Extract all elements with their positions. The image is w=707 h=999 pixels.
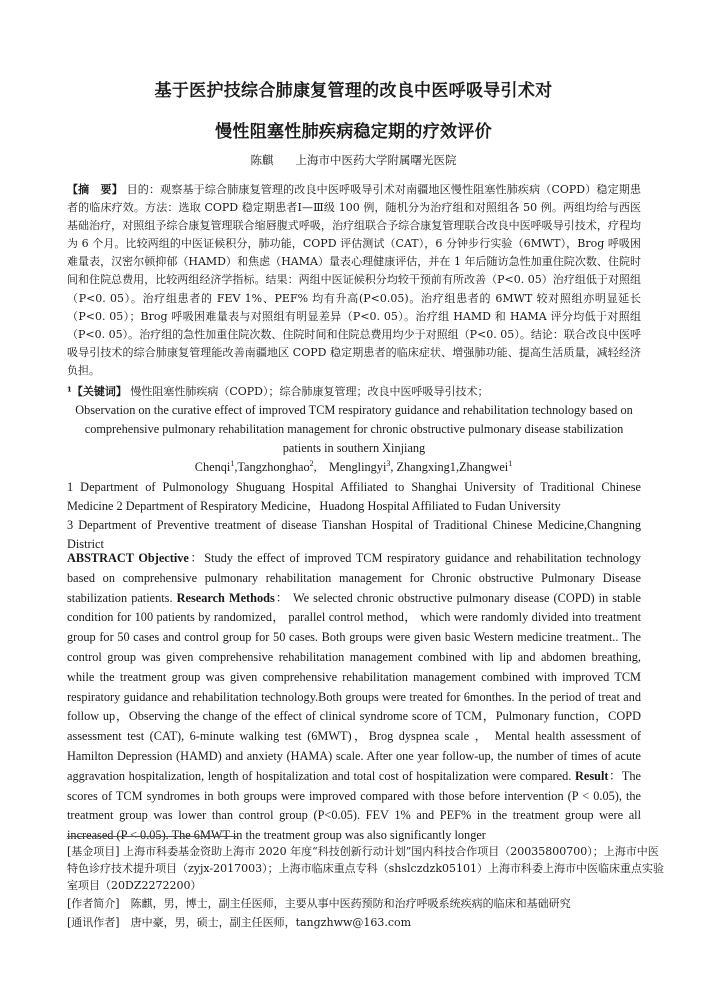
footnote-corresponding: [通讯作者] 唐中豪，男，硕士，副主任医师，tangzhww@163.com	[67, 916, 412, 929]
abstract-result-label: Result	[574, 768, 609, 783]
english-authors	[0, 459, 707, 475]
author-4: , Zhangxing1,Zhangwei	[390, 460, 509, 475]
author-1: Chenqi	[194, 460, 231, 475]
author-3: , Menglingyi	[313, 460, 387, 475]
title-line-1: 基于医护技综合肺康复管理的改良中医呼吸导引术对	[154, 81, 553, 101]
abstract-objective-text: ：Study the effect of improved TCM respiratory guidance and rehabilitation technology based on comprehensive pulmonary rehabilitation management for Chronic obstructive Pulmonary Disease stabilization patients.	[67, 551, 641, 605]
english-title: Observation on the curative effect of improved TCM respiratory guidance and rehabilitation technology based on comprehensive pulmonary rehabilitation management for chronic obstructive pulmonary disease stabilization patients in southern Xinjiang	[75, 403, 633, 456]
keywords-text: 慢性阻塞性肺疾病（COPD）；综合肺康复管理；改良中医呼吸导引技术；	[130, 385, 489, 398]
footnote-fund: [基金项目] 上海市科委基金资助上海市 2020 年度“科技创新行动计划”国内科技合作项目（20035800700）；上海市中医特色诊疗技术提升项目（zyjx-2017003）；上海市临床重点专科（shslczdzk05101）上海市科委上海市中医临床重点实验室项目（20DZ2272200）	[67, 845, 664, 892]
abstract-methods-text: ： We selected chronic obstructive pulmonary disease (COPD) in stable condition for 100 patients by randomized， parallel control method， which were randomly divided into treatment group for 50 cases and control group for 50 cases. Both groups were given basic Western medicine treatment.. The control group was given comprehensive rehabilitation management combined with lip and abdomen breathing, while the treatment group was given comprehensive rehabilitation management combined with improved TCM respiratory guidance and rehabilitation technology.Both groups were treated for 6monthes. In the period of treat and follow up，Observing the change of the effect of clinical syndrome score of TCM，Pulmonary function，COPD assessment test (CAT), 6-minute walking test (6MWT)，Brog dyspnea scale ， Mental health assessment of Hamilton Depression (HAMD) and anxiety (HAMA) scale. After one year follow-up, the number of times of acute aggravation hospitalization, length of hospitalization and total cost of hospitalization were compared.	[67, 590, 641, 783]
author-2-sup: 2	[309, 459, 314, 468]
chinese-abstract	[67, 181, 641, 380]
author-line	[0, 152, 707, 168]
author-2: ,Tangzhonghao	[234, 460, 310, 475]
affiliation-3: 3 Department of Preventive treatment of disease Tianshan Hospital of Traditional Chinese Medicine,Changning District	[67, 518, 641, 552]
english-abstract	[67, 549, 641, 846]
abstract-objective-label: ABSTRACT Objective	[67, 551, 189, 565]
author-1-sup: 1	[230, 459, 235, 468]
author-name: 陈麒	[250, 153, 274, 167]
affiliation-1-2: 1 Department of Pulmonology Shuguang Hospital Affiliated to Shanghai University of Traditional Chinese Medicine 2 Department of Respiratory Medicine，Huadong Hospital Affiliated to Fudan University	[67, 480, 641, 514]
abstract-label: 【摘 要】	[67, 183, 123, 196]
keywords	[67, 384, 667, 400]
author-4-sup: 1	[508, 459, 513, 468]
footnote-divider	[67, 836, 237, 837]
abstract-text: 目的：观察基于综合肺康复管理的改良中医呼吸导引术对南疆地区慢性阻塞性肺疾病（COPD）稳定期患者的临床疗效。方法：选取 COPD 稳定期患者Ⅰ—Ⅲ级 100 例，随机分为治疗组和对照组各 50 例。两组均给与西医基础治疗，对照组予综合康复管理联合缩唇腹式呼吸，治疗组联合予综合康复管理联合改良中医呼吸导引技术，疗程均为 6 个月。比较两组的中医证候积分，肺功能，COPD 评估测试（CAT），6 分钟步行实验（6MWT），Brog 呼吸困难量表，汉密尔顿抑郁（HAMD）和焦虑（HAMA）量表心理健康评估，并在 1 年后随访急性加重住院次数、住院时间和住院总费用，比较两组经济学指标。结果：两组中医证候积分均较干预前有所改善（P<0. 05）治疗组低于对照组（P<0. 05）。治疗组患者的 FEV 1%、PEF% 均有升高(P<0.05)。治疗组患者的 6MWT 较对照组亦明显延长（P<0. 05）；Brog 呼吸困难量表与对照组有明显差异（P<0. 05）。治疗组 HAMD 和 HAMA 评分均低于对照组（P<0. 05）。治疗组的急性加重住院次数、住院时间和住院总费用均少于对照组（P<0. 05）。结论：联合改良中医呼吸导引技术的综合肺康复管理能改善南疆地区 COPD 稳定期患者的临床症状、增强肺功能、提高生活质量，减轻经济负担。	[67, 183, 642, 377]
footnote-author-intro: [作者简介] 陈麒，男，博士，副主任医师，主要从事中医药预防和治疗呼吸系统疾病的临床和基础研究	[67, 897, 571, 910]
author-3-sup: 3	[386, 459, 391, 468]
author-affiliation: 上海市中医药大学附属曙光医院	[295, 153, 457, 167]
abstract-methods-label: Research Methods	[176, 590, 275, 605]
keywords-label: ¹【关键词】	[67, 385, 127, 398]
title-line-2: 慢性阻塞性肺疾病稳定期的疗效评价	[215, 122, 492, 142]
abstract-result-text: ：The scores of TCM syndromes in both groups were improved compared with those before intervention (P < 0.05), the treatment group was lower than control group (P<0.05). FEV 1% and PEF% in the treatment group were all increased (P < 0.05). The 6MWT in the treatment group was also significantly longer	[67, 768, 641, 843]
